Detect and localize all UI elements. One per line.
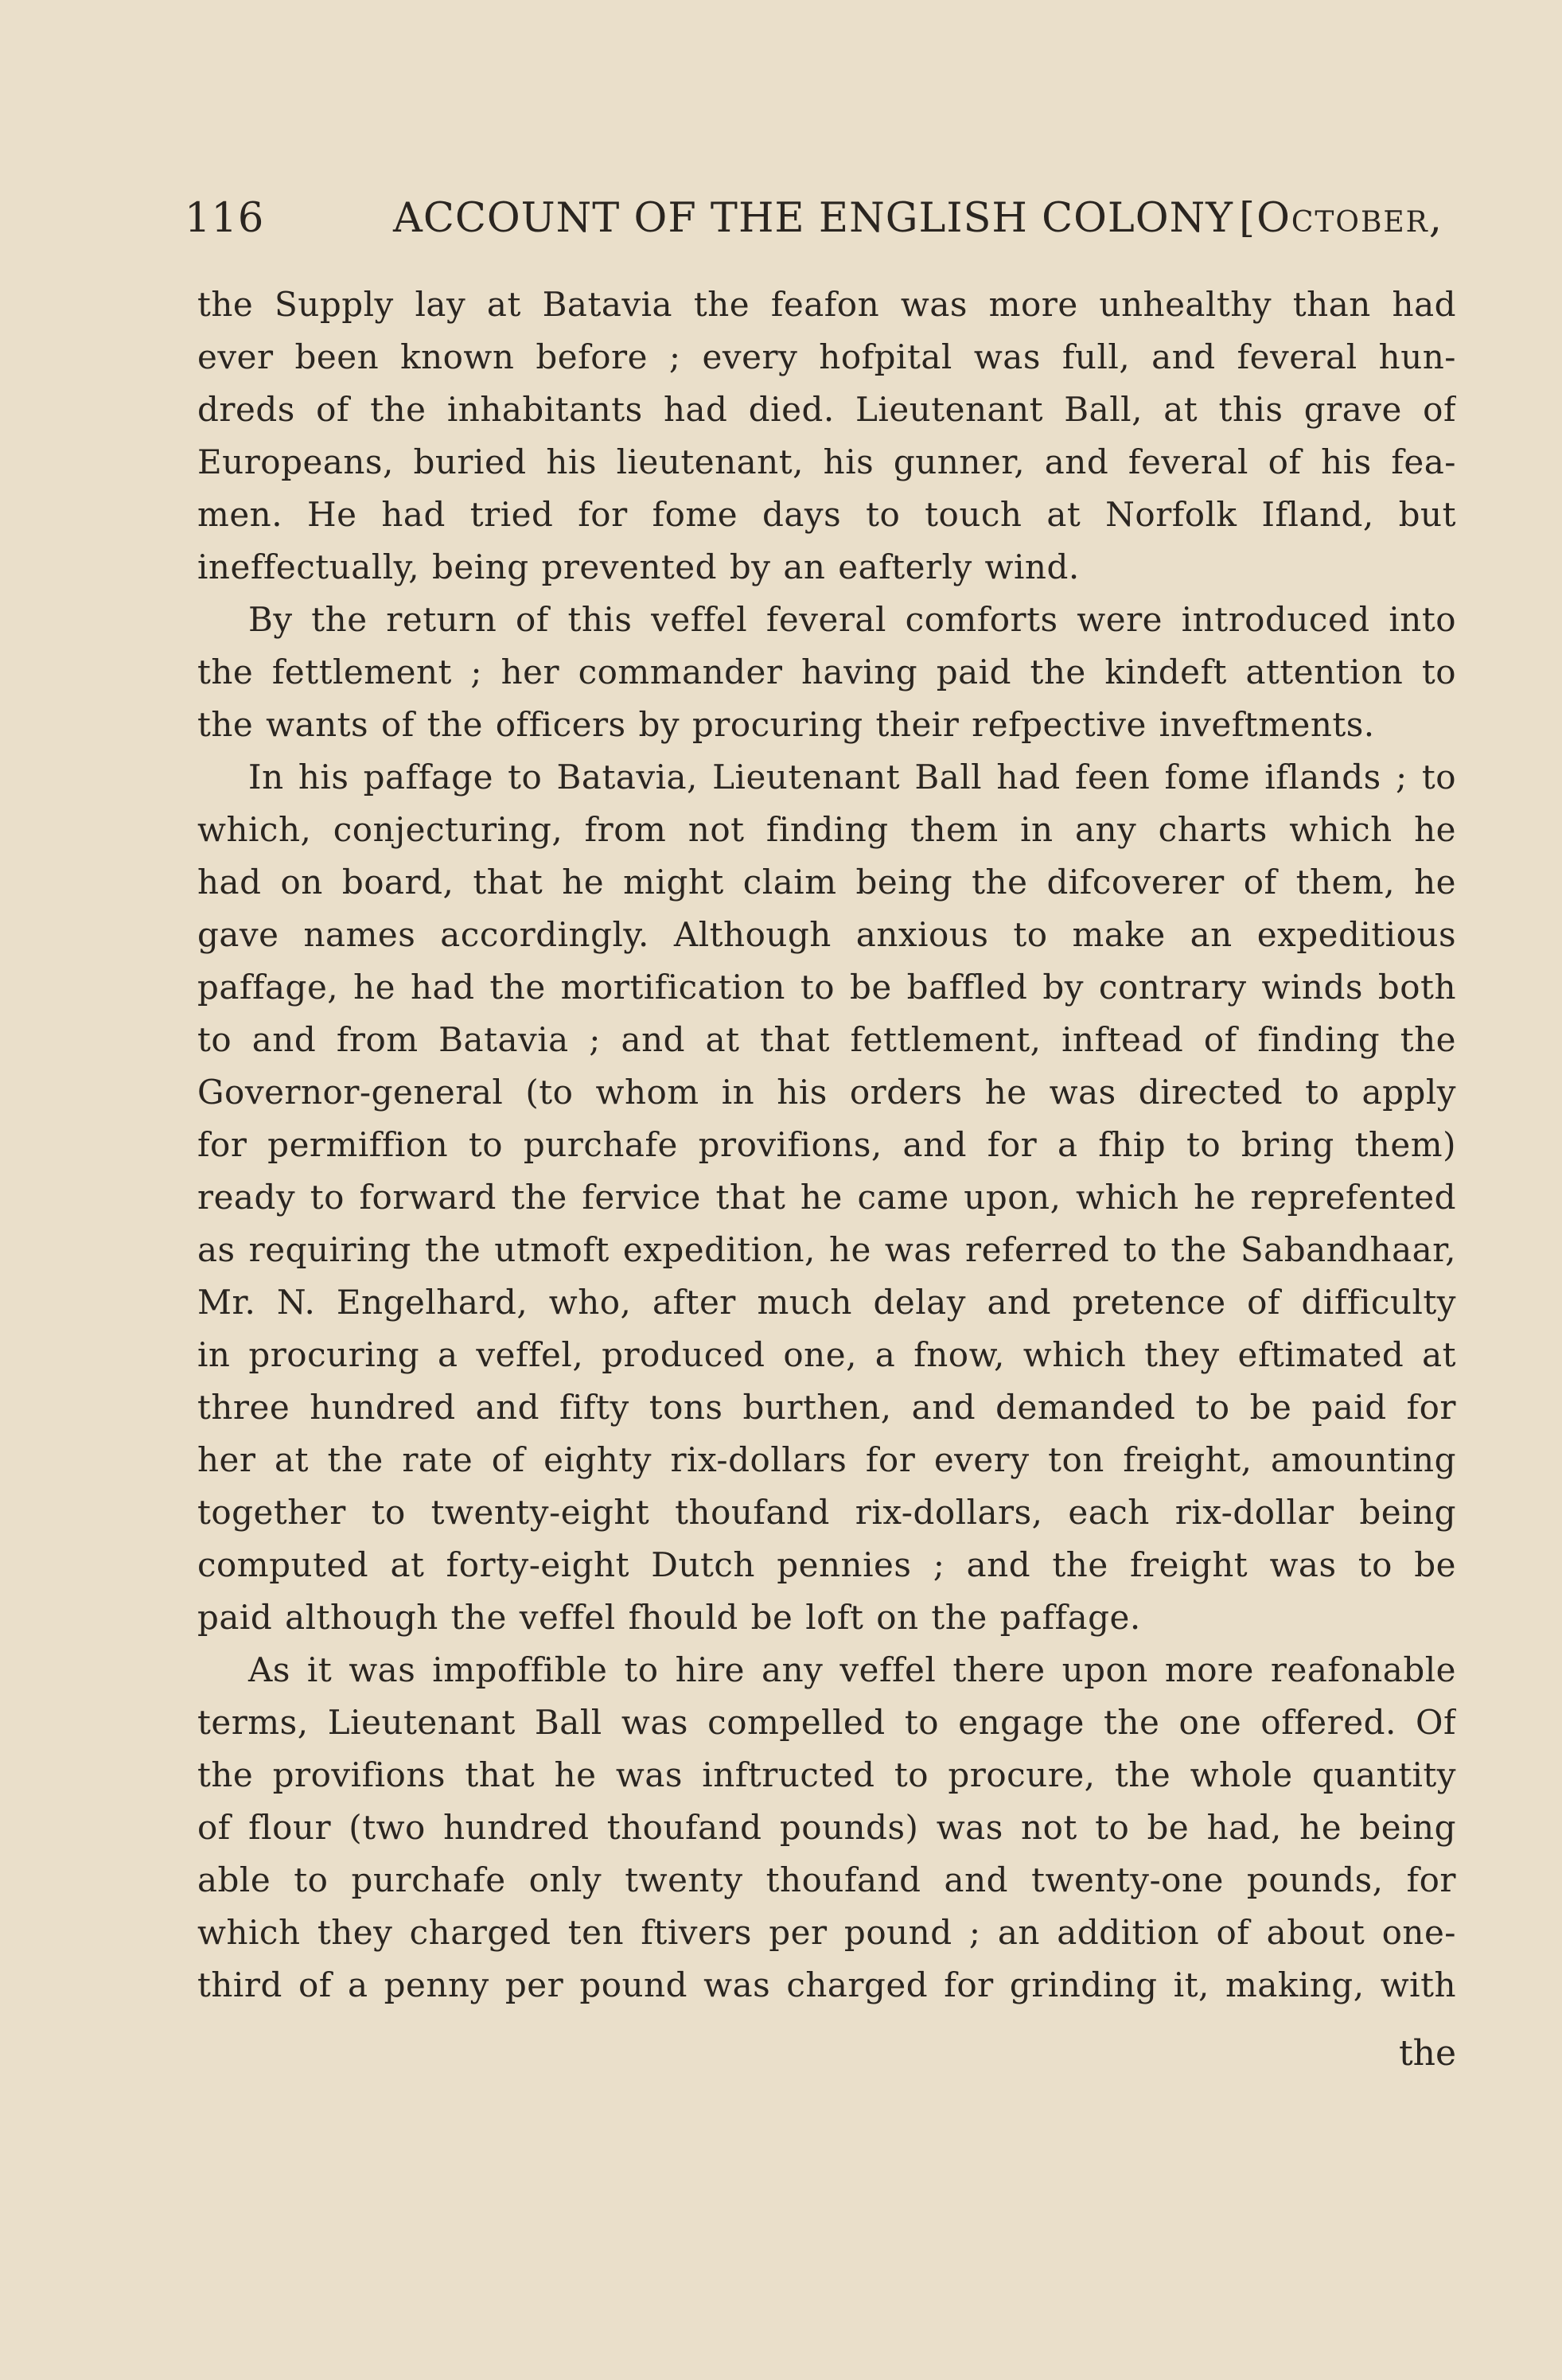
body-text bbox=[197, 279, 1456, 2012]
paragraph bbox=[197, 279, 1456, 594]
page-number: 116 bbox=[185, 195, 265, 242]
text-line: the fettlement ; her commander having paid the kindeft attention to bbox=[197, 652, 1456, 691]
text-line: computed at forty-eight Dutch pennies ; and the freight was to be bbox=[197, 1545, 1456, 1584]
paragraph bbox=[197, 751, 1456, 1644]
text-line: ready to forward the fervice that he came upon, which he reprefented bbox=[197, 1178, 1456, 1217]
text-line: three hundred and fifty tons burthen, and demanded to be paid for bbox=[197, 1388, 1456, 1427]
text-line: ever been known before ; every hofpital was full, and feveral hun- bbox=[197, 337, 1456, 376]
catchword: the bbox=[1398, 2033, 1456, 2074]
text-line: the Supply lay at Batavia the feafon was more unhealthy than had bbox=[197, 285, 1456, 324]
text-line: her at the rate of eighty rix-dollars for every ton freight, amounting bbox=[197, 1440, 1456, 1479]
text-line: third of a penny per pound was charged for grinding it, making, with bbox=[197, 1965, 1456, 2004]
page-header bbox=[185, 195, 1443, 259]
text-line: as requiring the utmoft expedition, he was referred to the Sabandhaar, bbox=[197, 1230, 1456, 1269]
paragraph bbox=[197, 1644, 1456, 2012]
month-bracket: [ bbox=[1239, 195, 1257, 242]
text-line: paid although the veffel fhould be loft on the paffage. bbox=[197, 1598, 1141, 1637]
text-line: the wants of the officers by procuring their refpective inveftments. bbox=[197, 705, 1375, 744]
text-line: Mr. N. Engelhard, who, after much delay and pretence of difficulty bbox=[197, 1283, 1456, 1322]
text-line: able to purchafe only twenty thoufand and twenty-one pounds, for bbox=[197, 1860, 1456, 1899]
text-line: which, conjecturing, from not finding them in any charts which he bbox=[197, 810, 1456, 849]
text-line: terms, Lieutenant Ball was compelled to engage the one offered. Of bbox=[197, 1703, 1456, 1742]
text-line: paffage, he had the mortification to be baffled by contrary winds both bbox=[197, 968, 1456, 1007]
month-label: October, bbox=[1256, 195, 1443, 242]
running-month bbox=[1239, 195, 1443, 242]
text-line: together to twenty-eight thoufand rix-dollars, each rix-dollar being bbox=[197, 1493, 1456, 1532]
text-line: the provifions that he was inftructed to procure, the whole quantity bbox=[197, 1755, 1456, 1794]
running-title: ACCOUNT OF THE ENGLISH COLONY bbox=[393, 195, 1233, 242]
text-line: for permiffion to purchafe provifions, and for a fhip to bring them) bbox=[197, 1125, 1456, 1164]
text-line: In his paffage to Batavia, Lieutenant Ball had feen fome iflands ; to bbox=[248, 758, 1456, 797]
text-line: Governor-general (to whom in his orders he was directed to apply bbox=[197, 1073, 1456, 1112]
text-line: to and from Batavia ; and at that fettlement, inftead of finding the bbox=[197, 1020, 1456, 1059]
text-line: By the return of this veffel feveral comforts were introduced into bbox=[248, 600, 1456, 639]
text-line: men. He had tried for fome days to touch at Norfolk Ifland, but bbox=[197, 495, 1456, 534]
text-line: Europeans, buried his lieutenant, his gunner, and feveral of his fea- bbox=[197, 442, 1456, 481]
text-line: which they charged ten ftivers per pound ; an addition of about one- bbox=[197, 1913, 1456, 1952]
paragraph bbox=[197, 594, 1456, 751]
text-line: of flour (two hundred thoufand pounds) was not to be had, he being bbox=[197, 1808, 1456, 1847]
text-line: had on board, that he might claim being the difcoverer of them, he bbox=[197, 863, 1456, 902]
text-line: As it was impoffible to hire any veffel there upon more reafonable bbox=[248, 1650, 1456, 1689]
text-line: in procuring a veffel, produced one, a fnow, which they eftimated at bbox=[197, 1335, 1456, 1374]
text-line: ineffectually, being prevented by an eafterly wind. bbox=[197, 547, 1080, 586]
text-line: gave names accordingly. Although anxious to make an expeditious bbox=[197, 915, 1456, 954]
text-line: dreds of the inhabitants had died. Lieutenant Ball, at this grave of bbox=[197, 390, 1456, 429]
